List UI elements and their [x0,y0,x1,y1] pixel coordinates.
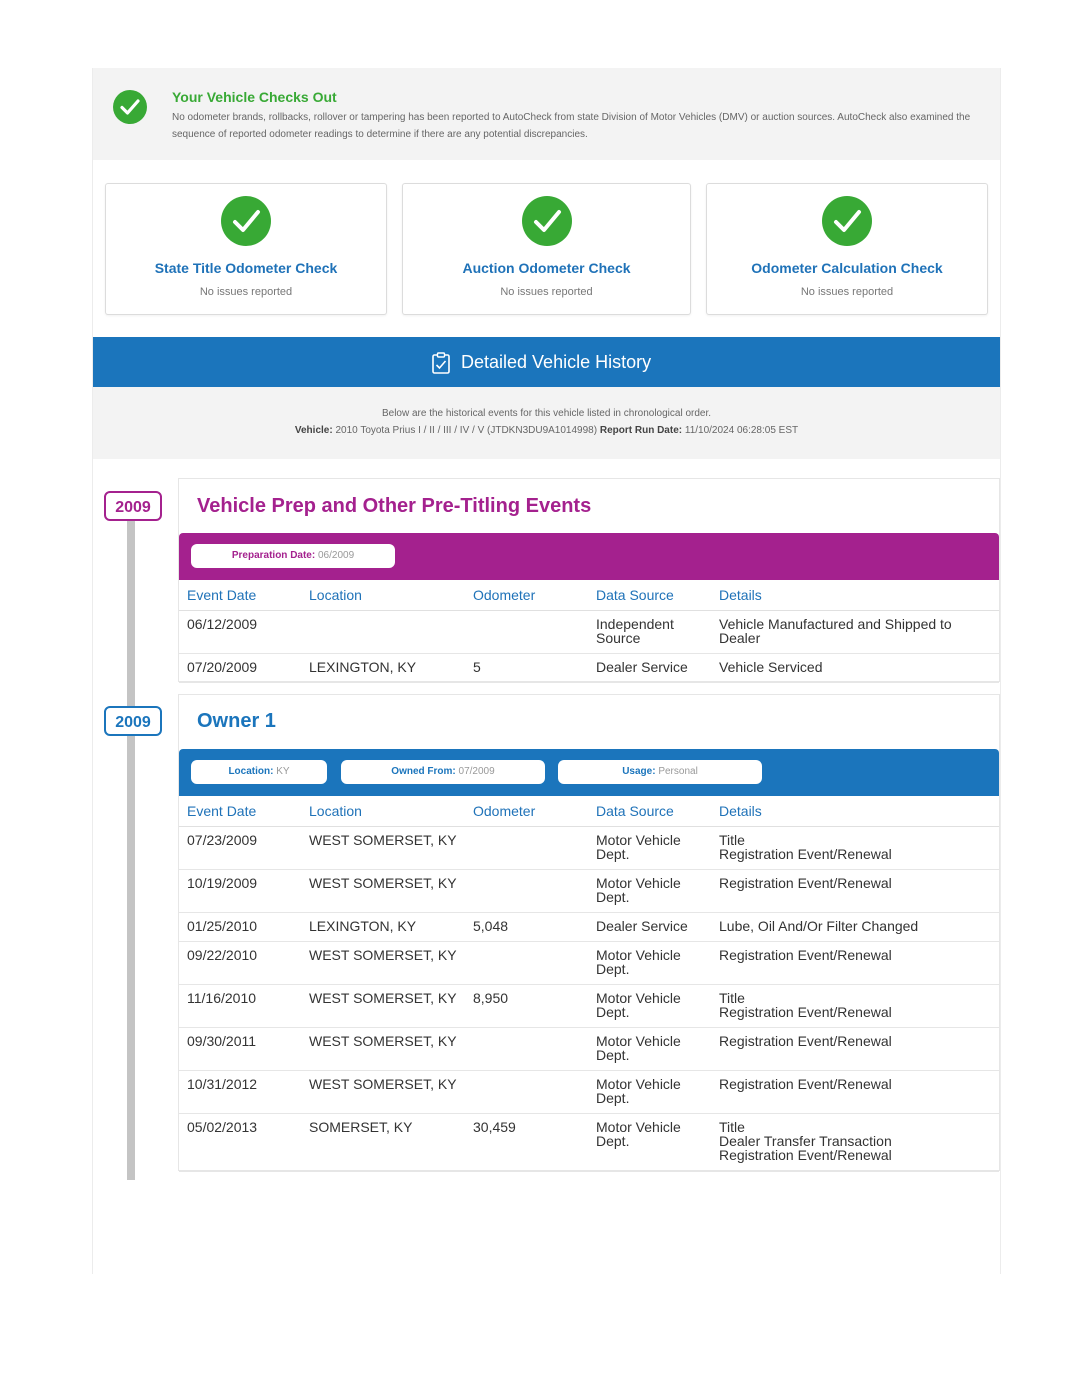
column-header: Event Date [187,587,257,603]
event-date: 09/30/2011 [187,1033,257,1049]
info-pill-value: 06/2009 [317,550,355,561]
detail-line: Vehicle Manufactured and Shipped to Dealer [719,616,952,646]
details [719,991,994,1019]
details [719,1120,994,1162]
column-header: Details [719,587,762,603]
check-circle-icon [522,196,572,246]
location: WEST SOMERSET, KY [309,832,457,848]
odometer: 8,950 [473,990,509,1006]
info-pill-label: Usage: [622,766,659,777]
location: WEST SOMERSET, KY [309,947,457,963]
location: WEST SOMERSET, KY [309,875,457,891]
year-badge: 2009 [104,491,162,521]
check-card-status: No issues reported [199,286,293,298]
odometer: 30,459 [473,1119,516,1135]
check-card-status: No issues reported [800,286,894,298]
info-pill-value: KY [276,766,290,777]
column-header: Data Source [596,587,674,603]
section-info-band [179,533,999,580]
details [719,1034,994,1048]
info-pill [341,760,545,784]
event-date: 01/25/2010 [187,918,258,934]
event-date: 05/02/2013 [187,1119,258,1135]
data-source: Motor Vehicle Dept. [596,1119,681,1149]
column-header: Location [309,587,362,603]
column-header: Odometer [473,803,536,819]
info-pill [191,760,327,784]
check-card-state-title [105,183,387,315]
details [719,948,994,962]
table-row [179,1070,999,1114]
table-header [179,580,999,611]
table-row [179,912,999,942]
info-pill-label: Owned From: [391,766,459,777]
check-circle-icon [113,90,147,124]
column-header: Location [309,803,362,819]
table-row [179,869,999,913]
detail-line: Registration Event/Renewal [719,1147,892,1163]
odometer: 5 [473,659,481,675]
banner-description: No odometer brands, rollbacks, rollover or tampering has been reported to AutoCheck from state Division of Motor Vehicles (DMV) or auction sources. AutoCheck also examined the sequence of reported odometer readings to determine if there are any potential discrepancies. [172,112,971,140]
location: SOMERSET, KY [309,1119,413,1135]
summary-banner [93,68,1000,160]
vehicle-value: 2010 Toyota Prius I / II / III / IV / V (JTDKN3DU9A1014998) [335,425,598,436]
vehicle-report-line [93,425,1000,436]
history-info [93,387,1000,459]
section-info-band [179,749,999,796]
odometer: 5,048 [473,918,509,934]
section-title: Owner 1 [197,710,276,732]
details [719,919,994,933]
info-pill-value: 07/2009 [458,766,495,777]
info-pill-label: Location: [228,766,277,777]
event-date: 10/19/2009 [187,875,258,891]
column-header: Event Date [187,803,257,819]
section-title: Vehicle Prep and Other Pre-Titling Events [197,495,592,517]
detail-line: Registration Event/Renewal [719,846,892,862]
info-pill [191,544,395,568]
column-header: Data Source [596,803,674,819]
vehicle-label: Vehicle: [294,425,333,436]
data-source: Motor Vehicle Dept. [596,1033,681,1063]
event-date: 09/22/2010 [187,947,258,963]
table-row [179,1113,999,1172]
data-source: Motor Vehicle Dept. [596,990,681,1020]
detail-line: Registration Event/Renewal [719,1033,892,1049]
timeline-bar [127,520,135,1180]
check-card-status: No issues reported [500,286,593,298]
column-header: Details [719,803,762,819]
event-date: 06/12/2009 [187,616,258,632]
history-section [178,694,1000,1171]
table-row [179,610,999,654]
data-source: Motor Vehicle Dept. [596,1076,681,1106]
location: LEXINGTON, KY [309,918,417,934]
check-circle-icon [221,196,271,246]
location: WEST SOMERSET, KY [309,1076,457,1092]
location: WEST SOMERSET, KY [309,1033,457,1049]
table-row [179,984,999,1028]
event-date: 07/23/2009 [187,832,258,848]
table-row [179,941,999,985]
check-card-odometer-calculation [706,183,988,315]
check-card-auction [402,183,691,315]
details [719,617,994,645]
details [719,1077,994,1091]
check-card-title: Odometer Calculation Check [751,260,943,276]
details [719,833,994,861]
detail-line: Vehicle Serviced [719,659,823,675]
detail-line: Title [719,1119,745,1135]
detail-line: Title [719,832,745,848]
report-run-date-label: Report Run Date: [599,425,683,436]
detail-line: Title [719,990,745,1006]
location: LEXINGTON, KY [309,659,417,675]
details [719,660,994,674]
event-date: 11/16/2010 [187,990,257,1006]
check-circle-icon [822,196,872,246]
table-row [179,653,999,683]
location: WEST SOMERSET, KY [309,990,457,1006]
banner-title: Your Vehicle Checks Out [172,89,337,105]
data-source: Motor Vehicle Dept. [596,832,681,862]
table-header [179,796,999,827]
check-card-title: State Title Odometer Check [154,260,338,276]
history-intro: Below are the historical events for this vehicle listed in chronological order. [381,408,712,419]
info-pill-value: Personal [658,766,698,777]
table-row [179,1027,999,1071]
detail-line: Lube, Oil And/Or Filter Changed [719,918,919,934]
event-date: 10/31/2012 [187,1076,258,1092]
details [719,876,994,890]
event-date: 07/20/2009 [187,659,258,675]
data-source: Dealer Service [596,659,688,675]
history-header [93,337,1000,387]
table-row [179,826,999,870]
detail-line: Registration Event/Renewal [719,875,892,891]
data-source: Dealer Service [596,918,688,934]
detail-line: Dealer Transfer Transaction [719,1133,892,1149]
detail-line: Registration Event/Renewal [719,1076,892,1092]
column-header: Odometer [473,587,536,603]
check-card-title: Auction Odometer Check [462,260,631,276]
clipboard-icon [432,352,450,374]
history-section [178,478,1000,682]
history-header-title: Detailed Vehicle History [461,352,652,372]
data-source: Motor Vehicle Dept. [596,947,681,977]
data-source: Motor Vehicle Dept. [596,875,681,905]
detail-line: Registration Event/Renewal [719,947,892,963]
info-pill-label: Preparation Date: [231,550,318,561]
info-pill [558,760,762,784]
year-badge: 2009 [104,706,162,736]
report-run-date-value: 11/10/2024 06:28:05 EST [684,425,799,436]
data-source: Independent Source [596,616,674,646]
detail-line: Registration Event/Renewal [719,1004,892,1020]
